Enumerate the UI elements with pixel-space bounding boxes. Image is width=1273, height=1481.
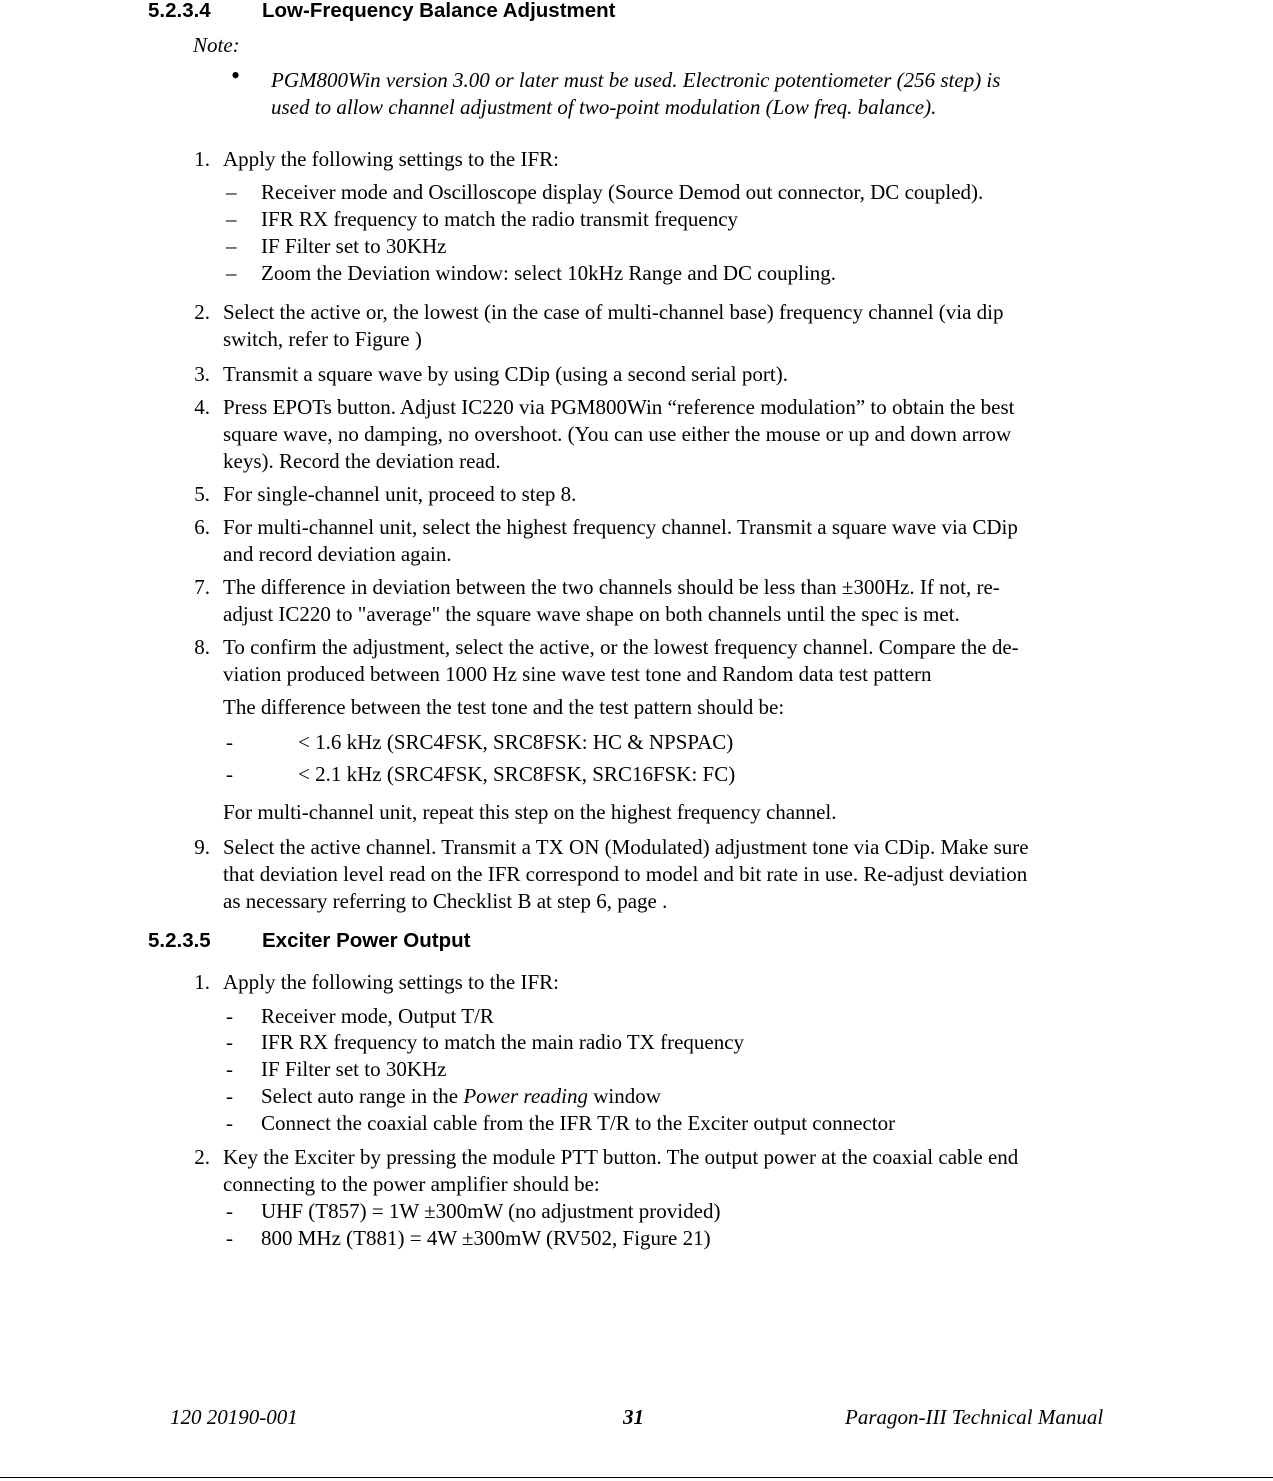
section-title: Low-Frequency Balance Adjustment (262, 0, 616, 22)
step-text: square wave, no damping, no overshoot. (You can use either the mouse or up and down arrow (223, 422, 1012, 446)
step-number: 1. (194, 147, 210, 171)
step-number: 7. (194, 575, 210, 599)
sub-item (261, 1086, 661, 1107)
section-title: Exciter Power Output (262, 929, 471, 952)
sub-item-text: Select auto range in the (261, 1084, 464, 1108)
step-text: Apply the following settings to the IFR: (223, 970, 559, 994)
step-text: and record deviation again. (223, 542, 452, 566)
spec-item: < 2.1 kHz (SRC4FSK, SRC8FSK, SRC16FSK: FC) (298, 762, 736, 786)
sub-marker: - (226, 1226, 233, 1250)
sub-item: UHF (T857) = 1W ±300mW (no adjustment provided) (261, 1199, 721, 1223)
step-text: adjust IC220 to "average" the square wave shape on both channels until the spec is met. (223, 602, 960, 626)
step-number: 4. (194, 395, 210, 419)
sub-marker: - (226, 1030, 233, 1054)
sub-item: IFR RX frequency to match the main radio TX frequency (261, 1030, 745, 1054)
sub-marker: – (226, 207, 237, 231)
step-number: 2. (194, 300, 210, 324)
sub-item: 800 MHz (T881) = 4W ±300mW (RV502, Figure 21) (261, 1226, 711, 1250)
sub-marker: – (226, 234, 237, 258)
step-number: 1. (194, 970, 210, 994)
step-text: Transmit a square wave by using CDip (using a second serial port). (223, 362, 788, 386)
section-number: 5.2.3.5 (148, 929, 211, 952)
step-text: Select the active channel. Transmit a TX ON (Modulated) adjustment tone via CDip. Make sure (223, 835, 1029, 859)
step-number: 9. (194, 835, 210, 859)
step-text: Key the Exciter by pressing the module PTT button. The output power at the coaxial cable end (223, 1145, 1019, 1169)
spec-marker: - (226, 730, 233, 754)
step-text: For multi-channel unit, select the highest frequency channel. Transmit a square wave via CDip (223, 515, 1018, 539)
step-number: 6. (194, 515, 210, 539)
sub-marker: - (226, 1004, 233, 1028)
step-text: that deviation level read on the IFR correspond to model and bit rate in use. Re-adjust deviation (223, 862, 1028, 886)
step-text: connecting to the power amplifier should be: (223, 1172, 600, 1196)
sub-item: Receiver mode, Output T/R (261, 1004, 494, 1028)
step-number: 8. (194, 635, 210, 659)
step-text: To confirm the adjustment, select the active, or the lowest frequency channel. Compare the de- (223, 635, 1019, 659)
sub-marker: - (226, 1057, 233, 1081)
step-text: The difference in deviation between the two channels should be less than ±300Hz. If not, re- (223, 575, 1000, 599)
note-bullet-icon: • (231, 61, 241, 90)
note-label: Note: (193, 33, 240, 57)
note-text-line: used to allow channel adjustment of two-point modulation (Low freq. balance). (271, 95, 937, 119)
sub-item: Receiver mode and Oscilloscope display (Source Demod out connector, DC coupled). (261, 180, 984, 204)
sub-marker: - (226, 1084, 233, 1108)
footer-page-number: 31 (623, 1405, 644, 1429)
bottom-rule (0, 1477, 1273, 1478)
sub-item: Connect the coaxial cable from the IFR T/R to the Exciter output connector (261, 1111, 896, 1135)
sub-marker: – (226, 261, 237, 285)
footer-manual-title: Paragon-III Technical Manual (845, 1405, 1104, 1429)
step-text: viation produced between 1000 Hz sine wave test tone and Random data test pattern (223, 662, 932, 686)
sub-item: Zoom the Deviation window: select 10kHz Range and DC coupling. (261, 261, 837, 285)
sub-item-text: window (587, 1084, 661, 1108)
sub-marker: - (226, 1111, 233, 1135)
sub-item: IFR RX frequency to match the radio transmit frequency (261, 207, 739, 231)
sub-marker: – (226, 180, 237, 204)
section-number: 5.2.3.4 (148, 0, 211, 22)
step-number: 5. (194, 482, 210, 506)
spec-marker: - (226, 762, 233, 786)
step-text: as necessary referring to Checklist B at step 6, page . (223, 889, 668, 913)
step-number: 2. (194, 1145, 210, 1169)
step-number: 3. (194, 362, 210, 386)
spec-item: < 1.6 kHz (SRC4FSK, SRC8FSK: HC & NPSPAC) (298, 730, 734, 754)
step-text: The difference between the test tone and the test pattern should be: (223, 695, 785, 719)
step-text: switch, refer to Figure ) (223, 327, 422, 351)
note-text-line: PGM800Win version 3.00 or later must be used. Electronic potentiometer (256 step) is (271, 68, 1001, 92)
step-text: Press EPOTs button. Adjust IC220 via PGM800Win “reference modulation” to obtain the best (223, 395, 1015, 419)
step-text: keys). Record the deviation read. (223, 449, 501, 473)
step-text: For single-channel unit, proceed to step 8. (223, 482, 577, 506)
window-name: Power reading (463, 1084, 588, 1108)
sub-item: IF Filter set to 30KHz (261, 1057, 447, 1081)
step-text: Select the active or, the lowest (in the case of multi-channel base) frequency channel (via dip (223, 300, 1004, 324)
sub-marker: - (226, 1199, 233, 1223)
step-text: For multi-channel unit, repeat this step on the highest frequency channel. (223, 800, 837, 824)
step-text: Apply the following settings to the IFR: (223, 147, 559, 171)
sub-item: IF Filter set to 30KHz (261, 234, 447, 258)
footer-doc-number: 120 20190-001 (170, 1405, 298, 1429)
